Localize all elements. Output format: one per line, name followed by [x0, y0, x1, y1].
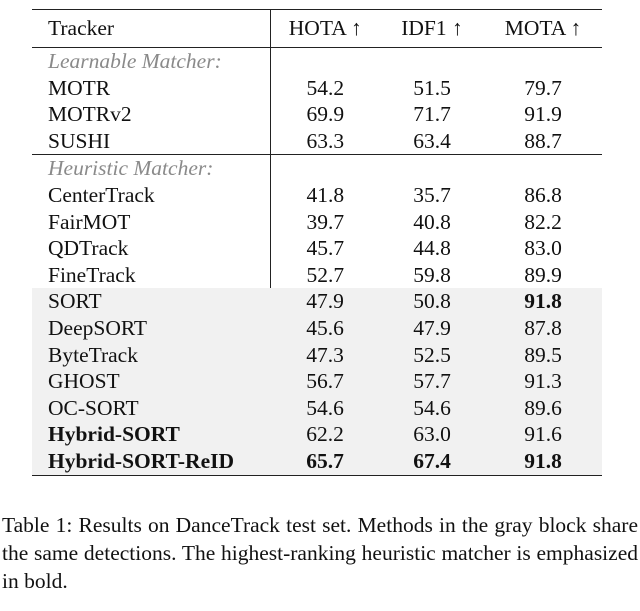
idf1-value: 50.8	[380, 288, 484, 315]
section-title-row	[32, 155, 602, 182]
table-caption: Table 1: Results on DanceTrack test set. Methods in the gray block share the same detections. The highest-ranking heuristic matcher is emphasized in bold.	[2, 513, 638, 593]
hota-value: 54.2	[306, 75, 345, 100]
idf1-value: 35.7	[413, 182, 451, 207]
tracker-name: OC-SORT	[32, 395, 270, 422]
table-row	[32, 235, 602, 262]
tracker-name: MOTR	[32, 75, 270, 102]
tracker-name: FairMOT	[32, 209, 270, 236]
results-table-container	[32, 9, 602, 476]
tracker-name: DeepSORT	[32, 315, 270, 342]
mota-value: 79.7	[524, 75, 562, 100]
hota-value: 47.3	[270, 342, 380, 369]
table-row	[32, 315, 602, 342]
mota-value: 82.2	[524, 209, 562, 234]
idf1-value: 59.8	[413, 262, 451, 287]
mota-value: 89.6	[484, 395, 602, 422]
tracker-name: ByteTrack	[32, 342, 270, 369]
mota-value: 91.9	[524, 102, 562, 127]
hota-value: 47.9	[270, 288, 380, 315]
mota-value: 91.8	[484, 288, 602, 315]
section-title: Heuristic Matcher:	[32, 155, 270, 182]
table-row	[32, 182, 602, 209]
table-row	[32, 368, 602, 395]
hota-value: 52.7	[306, 262, 345, 287]
table-row	[32, 288, 602, 315]
header-hota: HOTA ↑	[288, 16, 362, 40]
tracker-name: FineTrack	[32, 262, 270, 289]
hota-value: 56.7	[270, 368, 380, 395]
hota-value: 45.7	[306, 236, 345, 261]
idf1-value: 63.4	[413, 128, 451, 153]
table-row	[32, 342, 602, 369]
mota-value: 89.9	[524, 262, 562, 287]
mota-value: 83.0	[524, 236, 562, 261]
hota-value: 69.9	[306, 102, 345, 127]
tracker-name: QDTrack	[32, 235, 270, 262]
table-row	[32, 101, 602, 128]
mota-value: 91.8	[484, 448, 602, 475]
hota-value: 62.2	[270, 421, 380, 448]
header-tracker: Tracker	[32, 10, 270, 48]
hota-value: 65.7	[270, 448, 380, 475]
header-mota: MOTA ↑	[504, 16, 582, 40]
section-title: Learnable Matcher:	[32, 48, 270, 75]
mota-value: 91.6	[484, 421, 602, 448]
tracker-name: SORT	[32, 288, 270, 315]
tracker-name: Hybrid-SORT	[32, 421, 270, 448]
mota-value: 88.7	[524, 128, 562, 153]
hota-value: 39.7	[306, 209, 345, 234]
hota-value: 63.3	[306, 128, 345, 153]
learnable-matcher-section	[32, 48, 602, 155]
hota-value: 41.8	[306, 182, 345, 207]
section-title-row	[32, 48, 602, 75]
idf1-value: 52.5	[380, 342, 484, 369]
hota-value: 54.6	[270, 395, 380, 422]
header-idf1: IDF1 ↑	[401, 16, 463, 40]
idf1-value: 47.9	[380, 315, 484, 342]
tracker-name: CenterTrack	[32, 182, 270, 209]
idf1-value: 63.0	[380, 421, 484, 448]
table-row	[32, 262, 602, 289]
table-row	[32, 421, 602, 448]
idf1-value: 40.8	[413, 209, 451, 234]
table-row	[32, 209, 602, 236]
mota-value: 91.3	[484, 368, 602, 395]
table-row	[32, 75, 602, 102]
tracker-name: Hybrid-SORT-ReID	[32, 448, 270, 475]
heuristic-matcher-section	[32, 155, 602, 475]
idf1-value: 71.7	[413, 102, 451, 127]
tracker-name: SUSHI	[32, 128, 270, 155]
idf1-value: 57.7	[380, 368, 484, 395]
idf1-value: 54.6	[380, 395, 484, 422]
hota-value: 45.6	[270, 315, 380, 342]
idf1-value: 51.5	[413, 75, 451, 100]
idf1-value: 44.8	[413, 236, 451, 261]
results-table	[32, 9, 602, 476]
mota-value: 86.8	[524, 182, 562, 207]
mota-value: 87.8	[484, 315, 602, 342]
table-row	[32, 448, 602, 475]
table-row	[32, 128, 602, 155]
table-header-row	[32, 10, 602, 48]
table-row	[32, 395, 602, 422]
tracker-name: GHOST	[32, 368, 270, 395]
idf1-value: 67.4	[380, 448, 484, 475]
mota-value: 89.5	[484, 342, 602, 369]
tracker-name: MOTRv2	[32, 101, 270, 128]
